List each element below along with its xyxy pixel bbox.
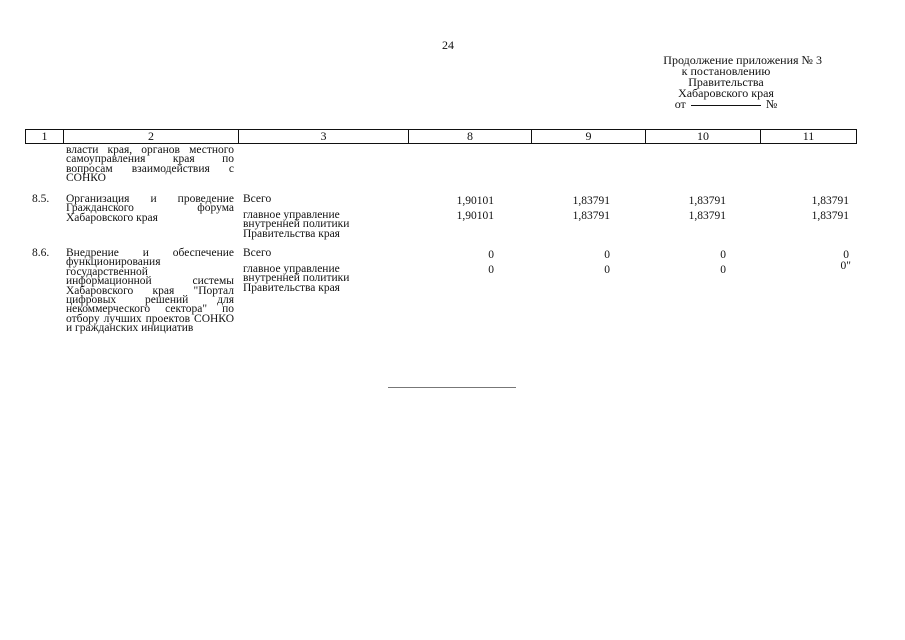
column-header-9: 9 xyxy=(585,129,592,143)
funding-label-department: главное управление внутренней политики Правительства края xyxy=(243,263,350,294)
appendix-resolution: к постановлению xyxy=(681,64,771,78)
column-header-1: 1 xyxy=(41,129,48,143)
row-number: 8.6. xyxy=(32,247,50,259)
row-name: Внедрение и обеспечение функционирования государственной информационной системы Хабаровского края "Портал цифровых решений для некоммерческого сектора" по отбору лучших проектов СОНКО и гражданских инициатив xyxy=(66,247,234,335)
date-blank-line xyxy=(691,105,761,106)
end-separator-line xyxy=(388,387,516,388)
value-col-8: 1,90101 xyxy=(456,210,494,222)
value-col-11: 0 xyxy=(843,249,849,261)
value-col-9: 0 xyxy=(604,249,610,261)
value-col-11: 1,83791 xyxy=(811,195,849,207)
page-number: 24 xyxy=(442,38,454,52)
value-col-8: 0 xyxy=(488,249,494,261)
appendix-region: Хабаровского края xyxy=(678,86,774,100)
appendix-block xyxy=(630,55,822,110)
value-col-9: 1,83791 xyxy=(572,210,610,222)
column-header-11: 11 xyxy=(802,129,815,143)
row-name: Организация и проведение Гражданского форума Хабаровского края xyxy=(66,193,234,224)
appendix-date-line xyxy=(630,99,822,110)
value-col-9: 1,83791 xyxy=(572,195,610,207)
value-col-11: 1,83791 xyxy=(811,210,849,222)
value-col-9: 0 xyxy=(604,264,610,276)
date-prefix: от xyxy=(674,97,686,111)
appendix-title: Продолжение приложения № 3 xyxy=(663,53,822,67)
continuation-text: власти края, органов местного самоуправления края по вопросам взаимодействия с СОНКО xyxy=(66,144,234,185)
value-col-10: 0 xyxy=(720,264,726,276)
value-col-8: 1,90101 xyxy=(456,195,494,207)
row-number: 8.5. xyxy=(32,193,50,205)
table-header-row xyxy=(25,129,857,144)
column-header-10: 10 xyxy=(697,129,709,143)
funding-label-department: главное управление внутренней политики Правительства края xyxy=(243,209,350,240)
column-header-8: 8 xyxy=(467,129,473,143)
funding-label-total: Всего xyxy=(243,247,272,259)
value-col-10: 0 xyxy=(720,249,726,261)
column-header-3: 3 xyxy=(320,129,327,143)
value-col-11: 0" xyxy=(840,260,851,272)
value-col-8: 0 xyxy=(488,264,494,276)
funding-label-total: Всего xyxy=(243,193,272,205)
value-col-10: 1,83791 xyxy=(688,210,726,222)
column-header-2: 2 xyxy=(148,129,154,143)
appendix-government: Правительства xyxy=(688,75,764,89)
value-col-10: 1,83791 xyxy=(688,195,726,207)
number-sign: № xyxy=(765,97,778,111)
